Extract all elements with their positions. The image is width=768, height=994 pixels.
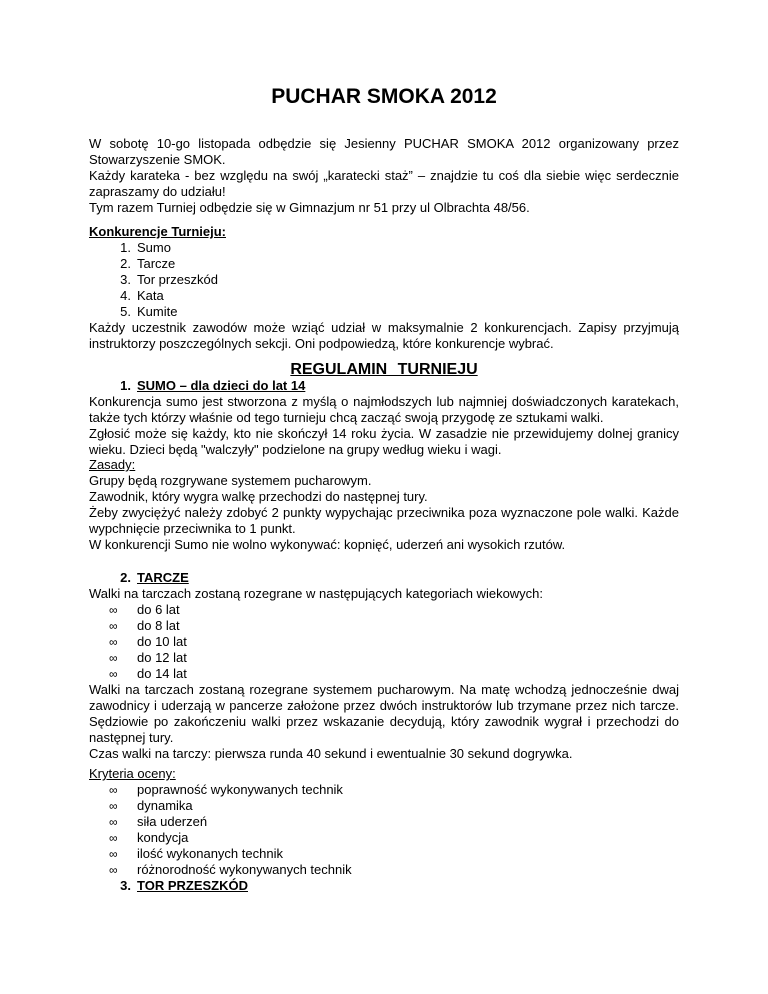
intro-p2: Każdy karateka - bez względu na swój „karatecki staż” – znajdzie tu coś dla siebie więc serdecznie zapraszamy do udziału!: [89, 168, 679, 199]
sumo-section: [89, 378, 679, 458]
intro: [89, 136, 679, 216]
competitions-heading: Konkurencje Turnieju:: [89, 224, 226, 239]
list-item: ∞ do 8 lat: [109, 618, 180, 633]
sumo-rule: Żeby zwyciężyć należy zdobyć 2 punkty wypychając przeciwnika poza wyznaczone pole walki. Każde wypchnięcie przeciwnika to 1 punkt.: [89, 505, 679, 536]
sumo-rules: [89, 457, 679, 553]
competitions: [89, 224, 679, 352]
list-item: 2. Tarcze: [120, 256, 176, 271]
tor-heading: 3. TOR PRZESZKÓD: [120, 878, 248, 893]
list-item: 4. Kata: [120, 288, 164, 303]
list-item: ∞ do 12 lat: [109, 650, 187, 665]
list-item: ∞ różnorodność wykonywanych technik: [109, 862, 352, 877]
list-item: ∞ poprawność wykonywanych technik: [109, 782, 343, 797]
tarcze-heading: 2. TARCZE: [120, 570, 189, 585]
regulations-heading: REGULAMIN TURNIEJU: [290, 361, 478, 378]
intro-p1: W sobotę 10-go listopada odbędzie się Jesienny PUCHAR SMOKA 2012 organizowany przez Stowarzyszenie SMOK.: [89, 136, 679, 167]
sumo-rule: Zawodnik, który wygra walkę przechodzi do następnej tury.: [89, 489, 428, 504]
sumo-p1: Konkurencja sumo jest stworzona z myślą o najmłodszych lub najmniej doświadczonych karatekach, także tych którzy właśnie od tego turnieju chcą zacząć swoją przygodę ze sztukami walki.: [89, 394, 679, 425]
sumo-rules-heading: Zasady:: [89, 457, 136, 472]
intro-p3: Tym razem Turniej odbędzie się w Gimnazjum nr 51 przy ul Olbrachta 48/56.: [89, 200, 530, 215]
list-item: ∞ dynamika: [109, 798, 193, 813]
list-item: 5. Kumite: [120, 304, 178, 319]
criteria-section: [89, 766, 679, 894]
list-item: ∞ ilość wykonanych technik: [109, 846, 283, 861]
list-item: ∞ do 6 lat: [109, 602, 180, 617]
sumo-p2: Zgłosić może się każdy, kto nie skończył 14 roku życia. W zasadzie nie przewidujemy dolnej granicy wieku. Dzieci będą "walczyły" podzielone na grupy według wieku i wagi.: [89, 426, 679, 457]
list-item: ∞ siła uderzeń: [109, 814, 208, 829]
list-item: 1. Sumo: [120, 240, 171, 255]
tarcze-intro: Walki na tarczach zostaną rozegrane w następujących kategoriach wiekowych:: [89, 586, 544, 601]
tarcze-section: [89, 570, 679, 762]
sumo-rule: W konkurencji Sumo nie wolno wykonywać: kopnięć, uderzeń ani wysokich rzutów.: [89, 537, 566, 552]
list-item: ∞ kondycja: [109, 830, 189, 845]
competitions-note: Każdy uczestnik zawodów może wziąć udział w maksymalnie 2 konkurencjach. Zapisy przyjmują instruktorzy poszczególnych sekcji. Oni podpowiedzą, które konkurencje wybrać.: [89, 320, 679, 351]
tarcze-p1: Walki na tarczach zostaną rozegrane systemem pucharowym. Na matę wchodzą jednocześnie dwaj zawodnicy i uderzają w pancerze założone przez dwóch instruktorów lub trzymane przez nich tarcze. Sędziowie po zakończeniu walki przez wskazanie decydują, który zawodnik wygrał i przechodzi do następnej tury.: [89, 682, 679, 745]
page-title: PUCHAR SMOKA 2012: [271, 85, 497, 108]
tarcze-p2: Czas walki na tarczy: pierwsza runda 40 sekund i ewentualnie 30 sekund dogrywka.: [89, 746, 573, 761]
sumo-heading: 1. SUMO – dla dzieci do lat 14: [120, 378, 306, 393]
list-item: 3. Tor przeszkód: [120, 272, 218, 287]
list-item: ∞ do 14 lat: [109, 666, 187, 681]
sumo-rule: Grupy będą rozgrywane systemem pucharowym.: [89, 473, 372, 488]
list-item: ∞ do 10 lat: [109, 634, 187, 649]
criteria-heading: Kryteria oceny:: [89, 766, 176, 781]
